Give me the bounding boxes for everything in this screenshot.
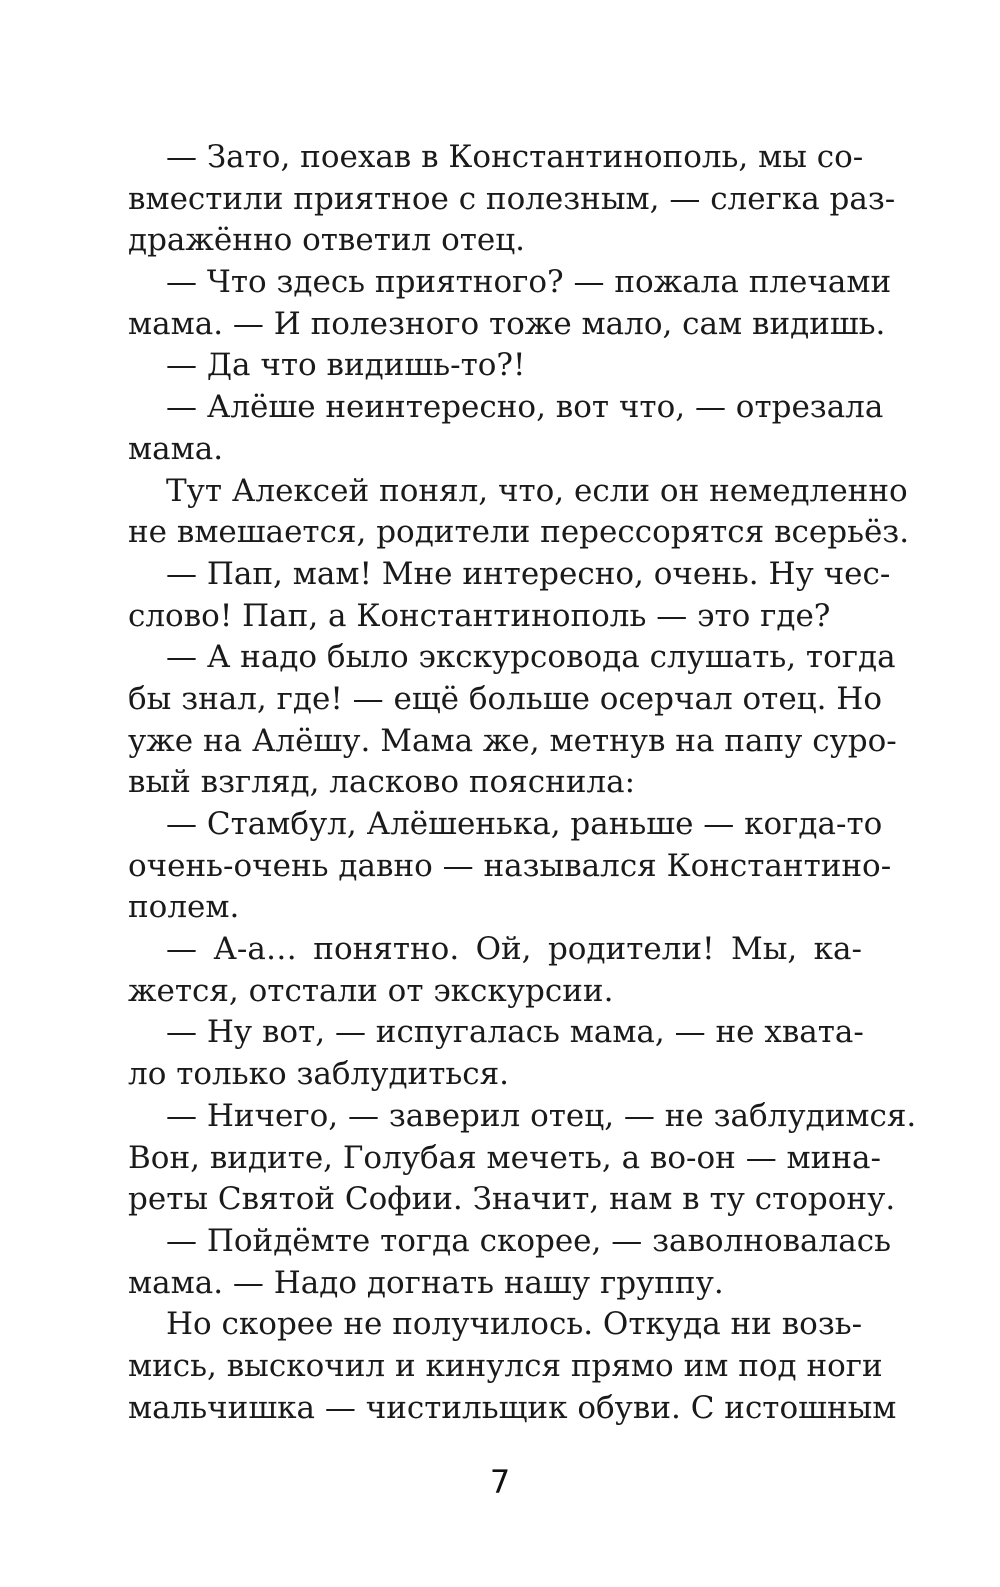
text-line: вый взгляд, ласково пояснила:: [128, 764, 636, 801]
text-line: очень-очень давно — назывался Константино-: [128, 847, 892, 884]
text-line: — Да что видишь-то?!: [166, 347, 526, 384]
body-text: [128, 137, 917, 1429]
text-line: мама. — Надо догнать нашу группу.: [128, 1264, 724, 1301]
text-line: мама. — И полезного тоже мало, сам видишь.: [128, 305, 886, 342]
text-line: — Пойдёмте тогда скорее, — заволновалась: [166, 1222, 891, 1259]
text-line: реты Святой Софии. Значит, нам в ту сторону.: [128, 1181, 896, 1218]
text-line: бы знал, где! — ещё больше осерчал отец. Но: [128, 680, 883, 717]
text-line: мальчишка — чистильщик обуви. С истошным: [128, 1389, 897, 1426]
text-line: дражённо ответил отец.: [128, 222, 526, 259]
text-line: ло только заблудиться.: [128, 1056, 510, 1093]
text-line: — Алёше неинтересно, вот что, — отрезала: [166, 389, 884, 426]
text-line: не вмешается, родители перессорятся всерьёз.: [128, 514, 910, 551]
text-line: Но скорее не получилось. Откуда ни возь-: [166, 1306, 863, 1343]
text-line: Тут Алексей понял, что, если он немедленно: [166, 472, 908, 509]
text-line: полем.: [128, 889, 240, 926]
page-number: 7: [489, 1463, 511, 1501]
text-line: жется, отстали от экскурсии.: [128, 972, 614, 1009]
text-line: Вон, видите, Голубая мечеть, а во-он — мина-: [128, 1139, 881, 1176]
text-line: — Зато, поехав в Константинополь, мы со-: [166, 139, 864, 175]
text-line: — Стамбул, Алёшенька, раньше — когда-то: [166, 806, 883, 842]
text-line: — Ну вот, — испугалась мама, — не хвата-: [166, 1014, 864, 1051]
text-line: мись, выскочил и кинулся прямо им под ноги: [128, 1347, 883, 1384]
text-line: — Пап, мам! Мне интересно, очень. Ну чес-: [166, 555, 891, 592]
text-line: — Что здесь приятного? — пожала плечами: [166, 264, 892, 301]
text-line: — А надо было экскурсовода слушать, тогда: [166, 639, 896, 676]
text-line: мама.: [128, 430, 224, 467]
text-line: вместили приятное с полезным, — слегка раз-: [128, 180, 896, 217]
text-line: — Ничего, — заверил отец, — не заблудимся.: [166, 1097, 917, 1134]
text-line: слово! Пап, а Константинополь — это где?: [128, 597, 831, 634]
text-line: — А-а… понятно. Ой, родители! Мы, ка-: [166, 931, 862, 968]
text-line: уже на Алёшу. Мама же, метнув на папу суро-: [128, 722, 897, 759]
